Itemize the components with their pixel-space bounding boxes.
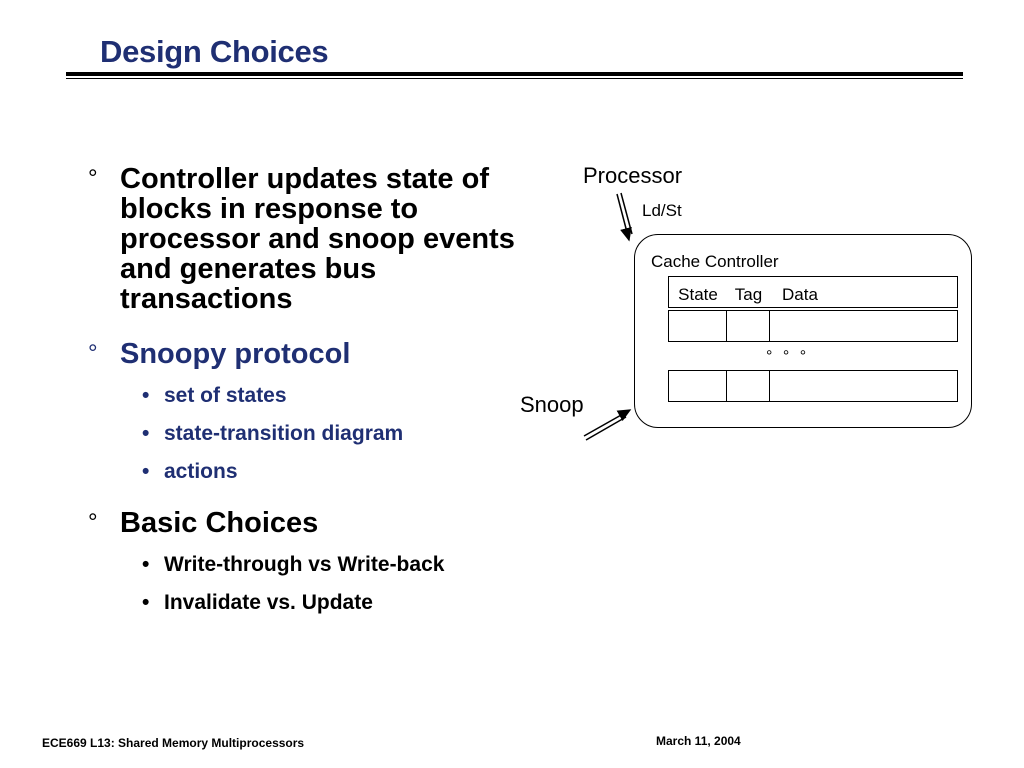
degree-bullet-icon: ° bbox=[88, 340, 98, 367]
dot-bullet-icon: • bbox=[142, 553, 150, 576]
snoop-arrow-shaft-icon bbox=[586, 417, 626, 440]
dot-bullet-icon: • bbox=[142, 384, 150, 407]
sub-bullet-text: state-transition diagram bbox=[164, 422, 404, 445]
footer-course: ECE669 L13: Shared Memory Multiprocessors bbox=[42, 736, 305, 750]
bullet-text: Controller updates state of blocks in response to processor and snoop events and generates bus transactions bbox=[120, 163, 515, 315]
footer-date: March 11, 2004 bbox=[656, 734, 741, 748]
data-column-header: Data bbox=[782, 285, 818, 304]
sub-bullet-text: Invalidate vs. Update bbox=[164, 591, 373, 614]
degree-bullet-icon: ° bbox=[88, 509, 98, 536]
cache-controller-label: Cache Controller bbox=[651, 252, 779, 271]
slide-title: Design Choices bbox=[100, 34, 329, 69]
sub-bullet-text: actions bbox=[164, 460, 238, 483]
processor-label: Processor bbox=[583, 163, 683, 188]
bullet-text: Basic Choices bbox=[120, 507, 319, 539]
snoop-label: Snoop bbox=[520, 392, 584, 417]
sub-bullet-text: Write-through vs Write-back bbox=[164, 553, 445, 576]
snoop-arrow-icon bbox=[584, 410, 630, 436]
tag-column-header: Tag bbox=[734, 285, 763, 304]
sub-bullet-text: set of states bbox=[164, 384, 287, 407]
dot-bullet-icon: • bbox=[142, 591, 150, 614]
ldst-label: Ld/St bbox=[642, 201, 682, 220]
state-column-header: State bbox=[678, 285, 718, 304]
ellipsis-marks: ° ° ° bbox=[766, 348, 810, 365]
degree-bullet-icon: ° bbox=[88, 165, 98, 192]
dot-bullet-icon: • bbox=[142, 460, 150, 483]
bullet-text: Snoopy protocol bbox=[120, 338, 351, 370]
dot-bullet-icon: • bbox=[142, 422, 150, 445]
